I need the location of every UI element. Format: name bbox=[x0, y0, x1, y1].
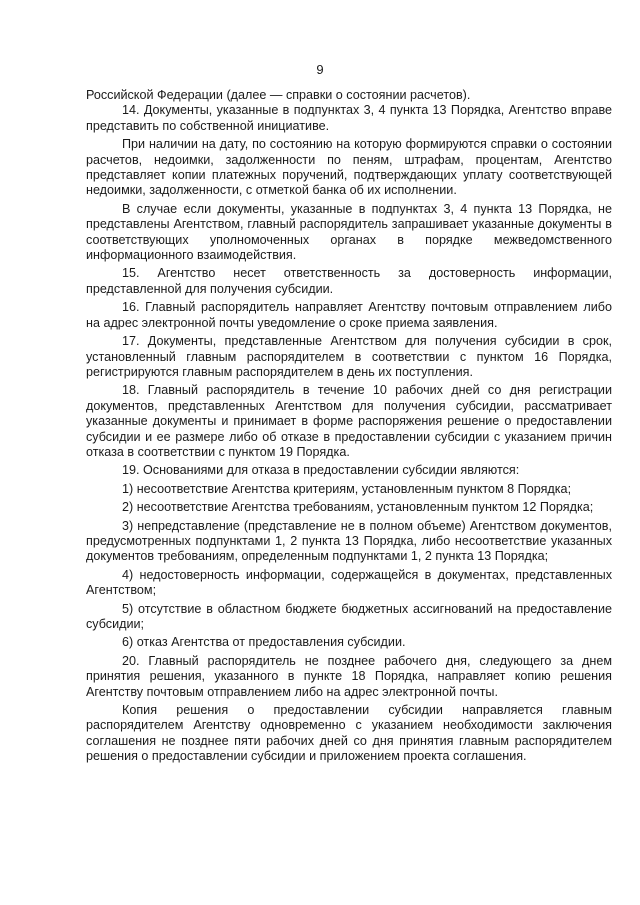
paragraph: В случае если документы, указанные в подпунктах 3, 4 пункта 13 Порядка, не представлены Агентством, главный распорядитель запрашивает указанные документы в соответствующих уполномоченных органах в порядке межведомственного информационного взаимодействия. bbox=[86, 201, 612, 263]
list-item: 6) отказ Агентства от предоставления субсидии. bbox=[122, 635, 406, 650]
document-body bbox=[86, 88, 612, 765]
page-number: 9 bbox=[316, 62, 324, 77]
paragraph: 15. Агентство несет ответственность за достоверность информации, представленной для получения субсидии. bbox=[86, 266, 612, 296]
list-item: 2) несоответствие Агентства требованиям, установленным пунктом 12 Порядка; bbox=[122, 500, 594, 515]
paragraph: 19. Основаниями для отказа в предоставлении субсидии являются: bbox=[122, 463, 520, 478]
list-item: 3) непредставление (представление не в полном объеме) Агентством документов, предусмотренных подпунктами 1, 2 пункта 13 Порядка, либо несоответствие указанных документов требованиям, определенным подпунктами 1, 2 пункта 13 Порядка; bbox=[86, 518, 612, 564]
paragraph: 20. Главный распорядитель не позднее рабочего дня, следующего за днем принятия решения, указанного в пункте 18 Порядка, направляет копию решения Агентству почтовым отправлением либо на адрес электронной почты. bbox=[86, 653, 612, 699]
paragraph: Российской Федерации (далее — справки о состоянии расчетов). bbox=[86, 88, 471, 102]
list-item: 5) отсутствие в областном бюджете бюджетных ассигнований на предоставление субсидии; bbox=[86, 601, 612, 631]
paragraph: Копия решения о предоставлении субсидии направляется главным распорядителем Агентству одновременно с указанием необходимости заключения соглашения не позднее пяти рабочих дней со дня принятия главным распорядителем решения о предоставлении субсидии и приложением проекта соглашения. bbox=[86, 703, 612, 764]
paragraph: 17. Документы, представленные Агентством для получения субсидии в срок, установленный главным распорядителем в соответствии с пунктом 16 Порядка, регистрируются главным распорядителем в день их поступления. bbox=[86, 334, 612, 379]
list-item: 1) несоответствие Агентства критериям, установленным пунктом 8 Порядка; bbox=[122, 481, 572, 496]
paragraph: 14. Документы, указанные в подпунктах 3, 4 пункта 13 Порядка, Агентство вправе представить по собственной инициативе. bbox=[86, 103, 612, 133]
paragraph: 16. Главный распорядитель направляет Агентству почтовым отправлением либо на адрес электронной почты уведомление о сроке приема заявления. bbox=[86, 300, 612, 330]
paragraph: При наличии на дату, по состоянию на которую формируются справки о состоянии расчетов, недоимки, задолженности по пеням, штрафам, процентам, Агентство представляет копии платежных поручений, подтверждающих уплату соответствующей недоимки, задолженности, с отметкой банка об их исполнении. bbox=[86, 137, 612, 198]
list-item: 4) недостоверность информации, содержащейся в документах, представленных Агентством; bbox=[86, 567, 612, 598]
paragraph: 18. Главный распорядитель в течение 10 рабочих дней со дня регистрации документов, представленных Агентством для получения субсидии, рассматривает указанные документы и принимает в форме распоряжения решение о предоставлении субсидии и ее размере либо об отказе в предоставлении субсидии с указанием причин отказа в соответствии с пунктом 19 Порядка. bbox=[86, 383, 612, 459]
